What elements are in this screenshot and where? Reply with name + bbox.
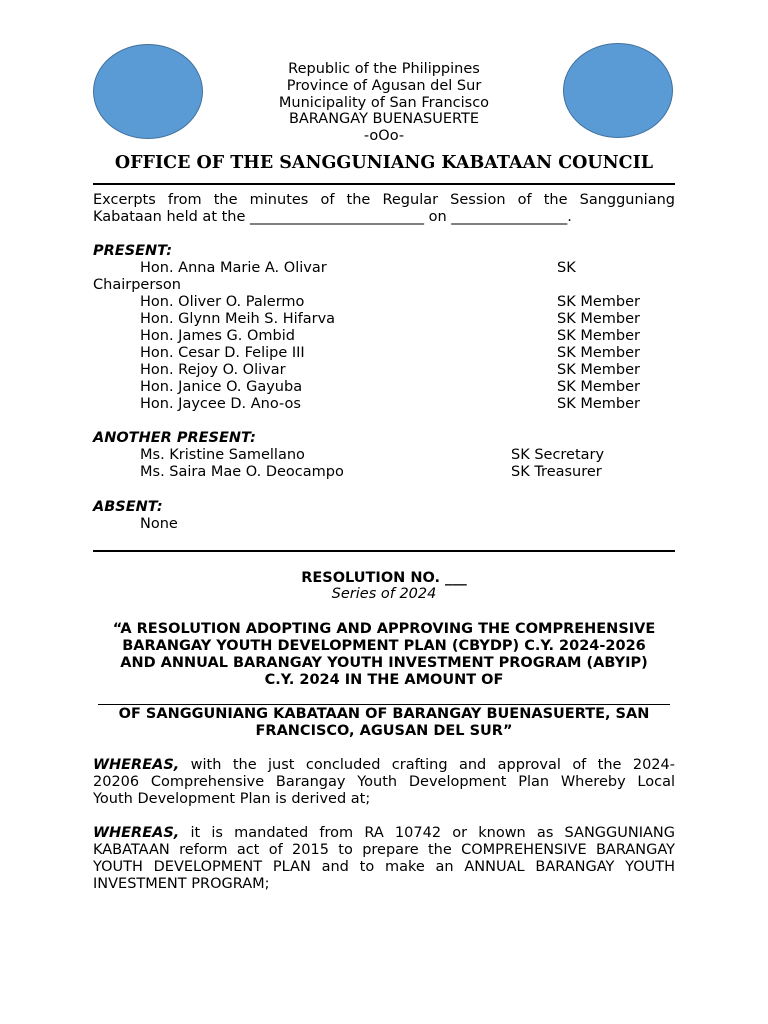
section-divider <box>93 550 675 552</box>
whereas-text: it is mandated from RA 10742 or known as SANGGUNIANG <box>190 825 676 841</box>
excerpt-line-1: Excerpts from the minutes of the Regular Session of the Sangguniang <box>93 192 675 208</box>
member-name: Hon. Glynn Meih S. Hifarva <box>140 311 336 327</box>
office-title: OFFICE OF THE SANGGUNIANG KABATAAN COUNCIL <box>114 153 654 173</box>
staff-role: SK Secretary <box>511 447 605 463</box>
header-barangay: BARANGAY BUENASUERTE <box>288 111 480 127</box>
member-name: Hon. James G. Ombid <box>140 328 295 344</box>
resolution-title-line: C.Y. 2024 IN THE AMOUNT OF <box>264 672 504 688</box>
member-role: SK Member <box>557 311 640 327</box>
header-separator: -oOo- <box>363 128 405 144</box>
staff-role: SK Treasurer <box>511 464 602 480</box>
resolution-title-line: OF SANGGUNIANG KABATAAN OF BARANGAY BUENASUERTE, SAN <box>118 706 650 722</box>
header-municipality: Municipality of San Francisco <box>278 95 490 111</box>
resolution-title-line: BARANGAY YOUTH DEVELOPMENT PLAN (CBYDP) C.Y. 2024-2026 <box>122 638 646 654</box>
member-role: SK Member <box>557 294 640 310</box>
whereas-text: with the just concluded crafting and approval of the 2024- <box>190 757 675 773</box>
header-province: Province of Agusan del Sur <box>286 78 482 94</box>
member-name: Hon. Rejoy O. Olivar <box>140 362 286 378</box>
staff-name: Ms. Kristine Samellano <box>140 447 305 463</box>
resolution-title-line: AND ANNUAL BARANGAY YOUTH INVESTMENT PROGRAM (ABYIP) <box>120 655 648 671</box>
chair-role: SK <box>557 260 576 276</box>
member-role: SK Member <box>557 328 640 344</box>
chair-name: Hon. Anna Marie A. Olivar <box>140 260 327 276</box>
member-name: Hon. Jaycee D. Ano-os <box>140 396 301 412</box>
header-divider <box>93 183 675 185</box>
resolution-number: RESOLUTION NO. ___ <box>301 570 467 586</box>
staff-name: Ms. Saira Mae O. Deocampo <box>140 464 344 480</box>
present-heading: PRESENT: <box>93 243 173 259</box>
member-role: SK Member <box>557 362 640 378</box>
amount-blank-line <box>98 704 670 705</box>
member-role: SK Member <box>557 396 640 412</box>
member-name: Hon. Janice O. Gayuba <box>140 379 303 395</box>
whereas-paragraph-1-line-1 <box>93 757 675 774</box>
whereas-keyword: WHEREAS, <box>93 825 180 841</box>
excerpt-line-2: Kabataan held at the ________________________ on ________________. <box>93 209 572 225</box>
whereas-keyword: WHEREAS, <box>93 757 180 773</box>
member-name: Hon. Cesar D. Felipe III <box>140 345 305 361</box>
whereas-paragraph-2-line-1 <box>93 825 675 842</box>
resolution-title-line: FRANCISCO, AGUSAN DEL SUR” <box>255 723 513 739</box>
absent-heading: ABSENT: <box>93 499 163 515</box>
whereas-paragraph-2-line-2: KABATAAN reform act of 2015 to prepare the COMPREHENSIVE BARANGAY <box>93 842 675 858</box>
whereas-paragraph-1-line-2: 20206 Comprehensive Barangay Youth Development Plan Whereby Local <box>93 774 675 790</box>
whereas-paragraph-1-line-3: Youth Development Plan is derived at; <box>93 791 371 807</box>
another-present-heading: ANOTHER PRESENT: <box>93 430 256 446</box>
resolution-series: Series of 2024 <box>331 586 437 602</box>
resolution-title-line: “A RESOLUTION ADOPTING AND APPROVING THE COMPREHENSIVE <box>112 621 656 637</box>
member-name: Hon. Oliver O. Palermo <box>140 294 305 310</box>
header-republic: Republic of the Philippines <box>288 61 480 77</box>
whereas-paragraph-2-line-4: INVESTMENT PROGRAM; <box>93 876 270 892</box>
absent-value: None <box>140 516 178 532</box>
chair-role-continued: Chairperson <box>93 277 181 293</box>
whereas-paragraph-2-line-3: YOUTH DEVELOPMENT PLAN and to make an ANNUAL BARANGAY YOUTH <box>93 859 675 875</box>
member-role: SK Member <box>557 379 640 395</box>
member-role: SK Member <box>557 345 640 361</box>
